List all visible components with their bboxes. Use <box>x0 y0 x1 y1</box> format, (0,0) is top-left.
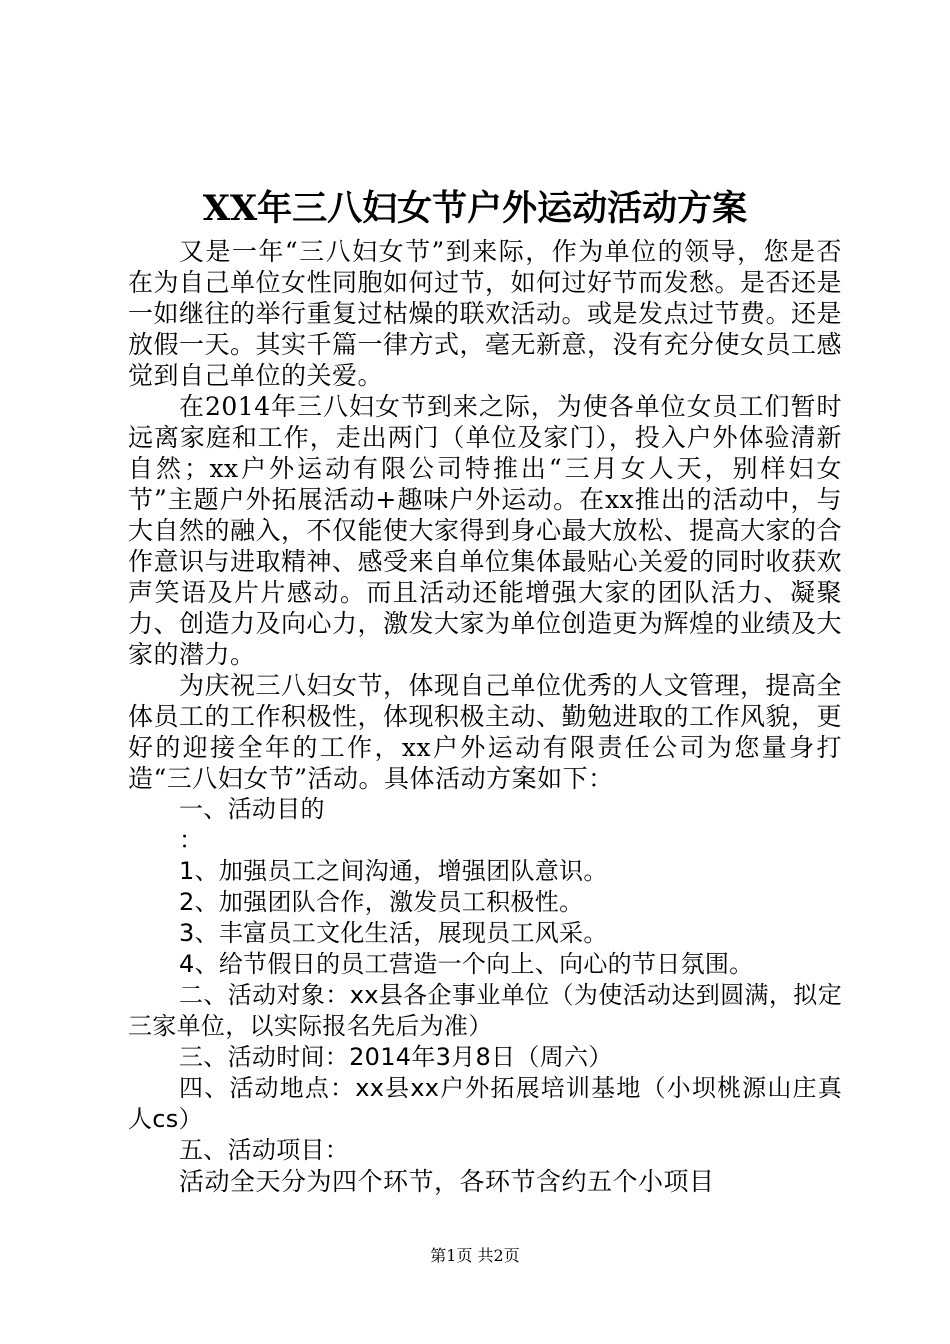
background-paragraph: 在2014年三八妇女节到来之际，为使各单位女员工们暂时远离家庭和工作，走出两门（单位及家门），投入户外体验清新自然；xx户外运动有限公司特推出“三月女人天，别样妇女节”主题户外拓展活动+趣味户外运动。在xx推出的活动中，与大自然的融入，不仅能使大家得到身心最大放松、提高大家的合作意识与进取精神、感受来自单位集体最贴心关爱的同时收获欢声笑语及片片感动。而且活动还能增强大家的团队活力、凝聚力、创造力及向心力，激发大家为单位创造更为辉煌的业绩及大家的潜力。 <box>128 392 843 669</box>
document-title: XX年三八妇女节户外运动活动方案 <box>202 188 748 229</box>
goal-item: 2、加强团队合作，激发员工积极性。 <box>179 888 584 916</box>
section-location: 四、活动地点：xx县xx户外拓展培训基地（小坝桃源山庄真人cs） <box>128 1074 842 1133</box>
section-goals-colon: ： <box>179 826 204 854</box>
goal-item: 1、加强员工之间沟通，增强团队意识。 <box>179 857 608 885</box>
intro-paragraph: 又是一年“三八妇女节”到来际，作为单位的领导，您是否在为自己单位女性同胞如何过节，如何过好节而发愁。是否还是一如继往的举行重复过枯燥的联欢活动。或是发点过节费。还是放假一天。其实千篇一律方式，毫无新意，没有充分使女员工感觉到自己单位的关爱。 <box>128 237 843 390</box>
purpose-paragraph: 为庆祝三八妇女节，体现自己单位优秀的人文管理，提高全体员工的工作积极性，体现积极主动、勤勉进取的工作风貌，更好的迎接全年的工作，xx户外运动有限责任公司为您量身打造“三八妇女节”活动。具体活动方案如下： <box>128 671 843 793</box>
goal-item: 4、给节假日的员工营造一个向上、向心的节日氛围。 <box>179 950 754 978</box>
section-target: 二、活动对象：xx县各企事业单位（为使活动达到圆满，拟定三家单位，以实际报名先后为准） <box>128 981 842 1040</box>
section-heading-items: 五、活动项目： <box>179 1136 350 1164</box>
section-time: 三、活动时间：2014年3月8日（周六） <box>179 1043 613 1071</box>
section-heading-goals: 一、活动目的 <box>179 795 325 823</box>
items-description: 活动全天分为四个环节，各环节含约五个小项目 <box>179 1167 715 1196</box>
document-body <box>128 236 842 1197</box>
page-number-footer: 第1页 共2页 <box>430 1246 520 1265</box>
goal-item: 3、丰富员工文化生活，展现员工风采。 <box>179 919 608 947</box>
